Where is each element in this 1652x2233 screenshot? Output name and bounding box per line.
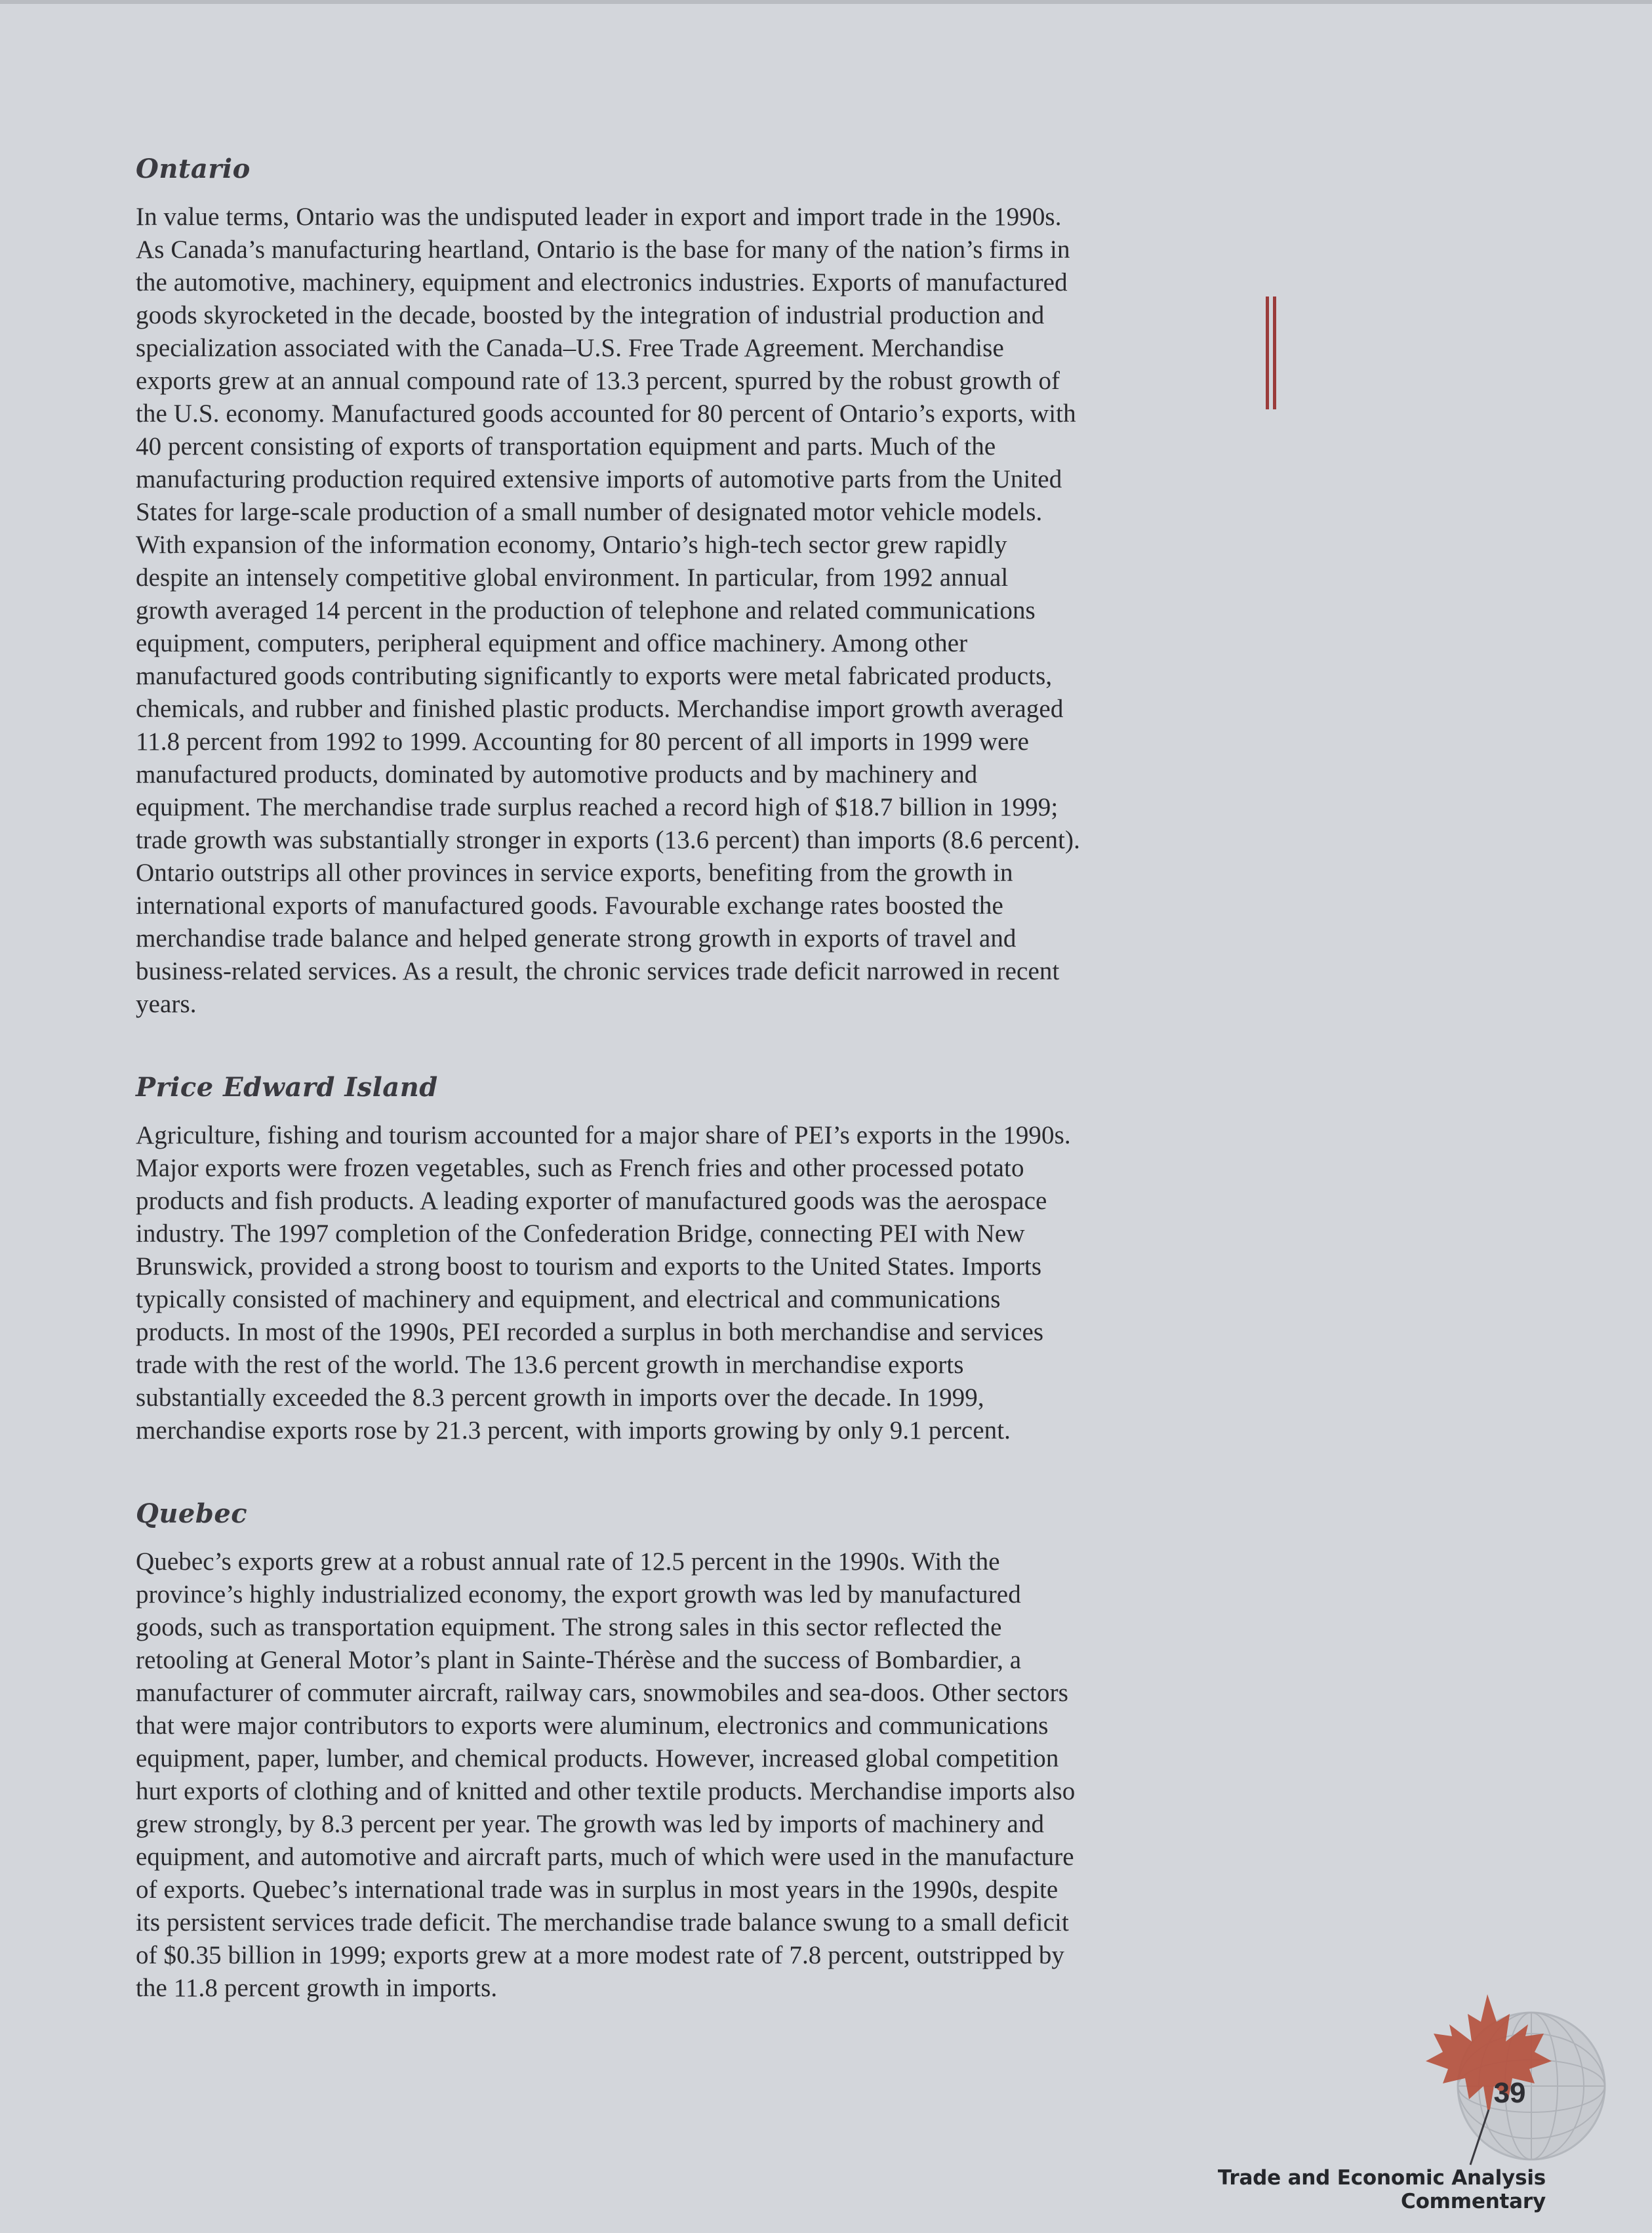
rule-bar-left: [1266, 297, 1269, 409]
double-vertical-rule: [1266, 297, 1279, 409]
section-ontario: [136, 155, 1080, 1021]
rule-bar-right: [1273, 297, 1276, 409]
publication-title: Trade and Economic Analysis Commentary: [1217, 2166, 1546, 2213]
section-text-pei: Agriculture, fishing and tourism accounted for a major share of PEI’s exports in the 1990s. Major exports were frozen vegetables, such as French fries and other processed potato products and fish products. A leading exporter of manufactured goods was the aerospace industry. The 1997 completion of the Confederation Bridge, connecting PEI with New Brunswick, provided a strong boost to tourism and exports to the United States. Imports typically consisted of machinery and equipment, and electrical and communications products. In most of the 1990s, PEI recorded a surplus in both merchandise and services trade with the rest of the world. The 13.6 percent growth in merchandise exports substantially exceeded the 8.3 percent growth in imports over the decade. In 1999, merchandise exports rose by 21.3 percent, with imports growing by only 9.1 percent.: [136, 1121, 1071, 1444]
section-quebec: [136, 1500, 1080, 2005]
section-pei: [136, 1073, 1080, 1447]
section-heading-ontario: Ontario: [136, 154, 251, 184]
section-text-ontario: In value terms, Ontario was the undisputed leader in export and import trade in the 1990s. As Canada’s manufacturing heartland, Ontario is the base for many of the nation’s firms in the automotive, machinery, equipment and electronics industries. Exports of manufactured goods skyrocketed in the decade, boosted by the integration of industrial production and specialization associated with the Canada–U.S. Free Trade Agreement. Merchandise exports grew at an annual compound rate of 13.3 percent, spurred by the robust growth of the U.S. economy. Manufactured goods accounted for 80 percent of Ontario’s exports, with 40 percent consisting of exports of transportation equipment and parts. Much of the manufacturing production required extensive imports of automotive parts from the United States for large-scale production of a small number of designated motor vehicle models. With expansion of the information economy, Ontario’s high-tech sector grew rapidly despite an intensely competitive global environment. In particular, from 1992 annual growth averaged 14 percent in the production of telephone and related communications equipment, computers, peripheral equipment and office machinery. Among other manufactured goods contributing significantly to exports were metal fabricated products, chemicals, and rubber and finished plastic products. Merchandise import growth averaged 11.8 percent from 1992 to 1999. Accounting for 80 percent of all imports in 1999 were manufactured products, dominated by automotive products and by machinery and equipment. The merchandise trade surplus reached a record high of $18.7 billion in 1999; trade growth was substantially stronger in exports (13.6 percent) than imports (8.6 percent). Ontario outstrips all other provinces in service exports, benefiting from the growth in international exports of manufactured goods. Favourable exchange rates boosted the merchandise trade balance and helped generate strong growth in exports of travel and business-related services. As a result, the chronic services trade deficit narrowed in recent years.: [136, 203, 1080, 1018]
page-top-edge: [0, 0, 1652, 4]
page-number: 39: [1493, 2077, 1526, 2109]
document-body: [136, 155, 1080, 2057]
section-heading-quebec: Quebec: [136, 1498, 248, 1529]
section-heading-pei: Price Edward Island: [136, 1072, 438, 1103]
section-text-quebec: Quebec’s exports grew at a robust annual rate of 12.5 percent in the 1990s. With the province’s highly industrialized economy, the export growth was led by manufactured goods, such as transportation equipment. The strong sales in this sector reflected the retooling at General Motor’s plant in Sainte-Thérèse and the success of Bombardier, a manufacturer of commuter aircraft, railway cars, snowmobiles and sea-doos. Other sectors that were major contributors to exports were aluminum, electronics and communications equipment, paper, lumber, and chemical products. However, increased global competition hurt exports of clothing and of knitted and other textile products. Merchandise imports also grew strongly, by 8.3 percent per year. The growth was led by imports of machinery and equipment, and automotive and aircraft parts, much of which were used in the manufacture of exports. Quebec’s international trade was in surplus in most years in the 1990s, despite its persistent services trade deficit. The merchandise trade balance swung to a small deficit of $0.35 billion in 1999; exports grew at a more modest rate of 7.8 percent, outstripped by the 11.8 percent growth in imports.: [136, 1547, 1076, 2002]
